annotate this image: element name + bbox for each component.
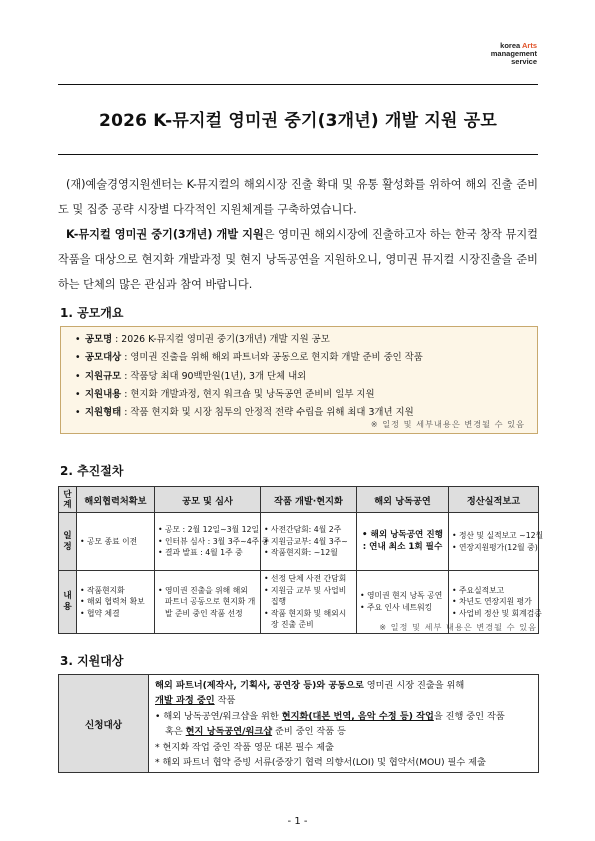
support-line-2: 개발 과정 중인 작품 bbox=[155, 695, 236, 707]
process-header-row bbox=[59, 487, 539, 513]
overview-item: • 공모명 : 2026 K-뮤지컬 영미권 중기(3개년) 개발 지원 공모 bbox=[85, 331, 527, 349]
section-1-title: 1. 공모개요 bbox=[60, 306, 124, 320]
section-2-title: 2. 추진절차 bbox=[60, 464, 124, 478]
overview-box bbox=[60, 326, 538, 434]
page-title: 2026 K-뮤지컬 영미권 중기(3개년) 개발 지원 공모 bbox=[99, 111, 497, 131]
intro-paragraph-2: K-뮤지컬 영미권 중기(3개년) 개발 지원은 영미권 해외시장에 진출하고자 하는 한국 창작 뮤지컬 작품을 대상으로 현지화 개발과정 및 현지 낭독공연을 지원하오니, 영미권 뮤지컬 시장진출을 준비하는 단체의 많은 관심과 참여 바랍니다. bbox=[58, 228, 538, 291]
support-line-1: 해외 파트너(제작사, 기획사, 공연장 등)와 공동으로 영미권 시장 진출을 위해 bbox=[155, 680, 465, 691]
support-content-cell bbox=[149, 675, 539, 773]
process-schedule-cell: • 사전간담회: 4월 2주 • 지원금교부: 4월 3주~ • 작품현지화: ~12월 bbox=[261, 513, 357, 571]
intro-paragraph-1: (재)예술경영지원센터는 K-뮤지컬의 해외시장 진출 확대 및 유통 활성화를 위하여 해외 진출 준비도 및 집중 공략 시장별 다각적인 지원체계를 구축하였습니다. bbox=[58, 178, 538, 216]
process-header-cell: 해외 낭독공연 bbox=[357, 487, 449, 513]
process-content-cell: • 주요실적보고 • 차년도 연장지원 평가 • 사업비 정산 및 회계검증 bbox=[449, 571, 539, 634]
process-content-cell: • 영미권 현지 낭독 공연 • 주요 인사 네트워킹 bbox=[357, 571, 449, 634]
overview-item: • 지원내용 : 현지화 개발과정, 현지 워크숍 및 낭독공연 준비비 일부 지원 bbox=[85, 386, 527, 404]
process-content-cell: • 선정 단체 사전 간담회 • 지원금 교부 및 사업비 집행 • 작품 현지화 및 해외시장 진출 준비 bbox=[261, 571, 357, 634]
support-table bbox=[58, 674, 539, 773]
support-label-cell: 신청대상 bbox=[59, 675, 149, 773]
process-header-cell: 정산실적보고 bbox=[449, 487, 539, 513]
title-bottom-rule bbox=[58, 154, 538, 155]
process-content-cell: • 작품현지화 • 해외 협력처 확보 • 협약 체결 bbox=[77, 571, 155, 634]
overview-item: • 지원형태 : 작품 현지화 및 시장 침투의 안정적 전략 수립을 위해 최대 3개년 지원 bbox=[85, 404, 527, 422]
overview-list bbox=[85, 331, 527, 422]
process-row-label-content: 내 용 bbox=[59, 571, 77, 634]
support-line-4: 혹은 현지 낭독공연/워크샵 준비 중인 작품 등 bbox=[165, 726, 346, 738]
section-3-title: 3. 지원대상 bbox=[60, 654, 124, 668]
overview-item: • 공모대상 : 영미권 진출을 위해 해외 파트너와 공동으로 현지화 개발 준비 중인 작품 bbox=[85, 349, 527, 367]
process-schedule-row bbox=[59, 513, 539, 571]
process-header-cell: 해외협력처확보 bbox=[77, 487, 155, 513]
support-line-6: * 해외 파트너 협약 증빙 서류(중장기 협력 의향서(LOI) 및 협약서(MOU) 필수 제출 bbox=[155, 757, 486, 769]
process-content-cell: • 영미권 진출을 위해 해외 파트너 공동으로 현지화 개발 준비 중인 작품 선정 bbox=[155, 571, 261, 634]
process-corner-cell: 단 계 bbox=[59, 487, 77, 513]
process-schedule-cell: • 해외 낭독공연 진행 : 연내 최소 1회 필수 bbox=[357, 513, 449, 571]
process-schedule-cell: • 정산 및 실적보고 ~12월 • 연장지원평가(12월 중) bbox=[449, 513, 539, 571]
kams-logo: korea Arts management service bbox=[490, 41, 537, 66]
process-header-cell: 작품 개발·현지화 bbox=[261, 487, 357, 513]
support-line-5: * 현지화 작업 중인 작품 영문 대본 필수 제출 bbox=[155, 741, 334, 753]
page-number: - 1 - bbox=[287, 816, 308, 827]
process-table bbox=[58, 486, 544, 634]
overview-item: • 지원규모 : 작품당 최대 90백만원(1년), 3개 단체 내외 bbox=[85, 368, 527, 386]
process-note: ※ 일정 및 세부 내용은 변경될 수 있음 bbox=[379, 622, 537, 632]
title-top-rule bbox=[58, 84, 538, 85]
process-schedule-cell: • 공모 종료 이전 bbox=[77, 513, 155, 571]
process-header-cell: 공모 및 심사 bbox=[155, 487, 261, 513]
intro-text bbox=[58, 172, 538, 297]
overview-note: ※ 일정 및 세부내용은 변경될 수 있음 bbox=[370, 419, 525, 429]
process-schedule-cell: • 공모 : 2월 12일~3월 12일 • 인터뷰 심사 : 3월 3주~4주 중 • 결과 발표 : 4월 1주 중 bbox=[155, 513, 261, 571]
process-row-label-schedule: 일 정 bbox=[59, 513, 77, 571]
support-line-3: • 해외 낭독공연/워크샵을 위한 현지화(대본 번역, 음악 수정 등) 작업을 진행 중인 작품 bbox=[155, 710, 505, 722]
